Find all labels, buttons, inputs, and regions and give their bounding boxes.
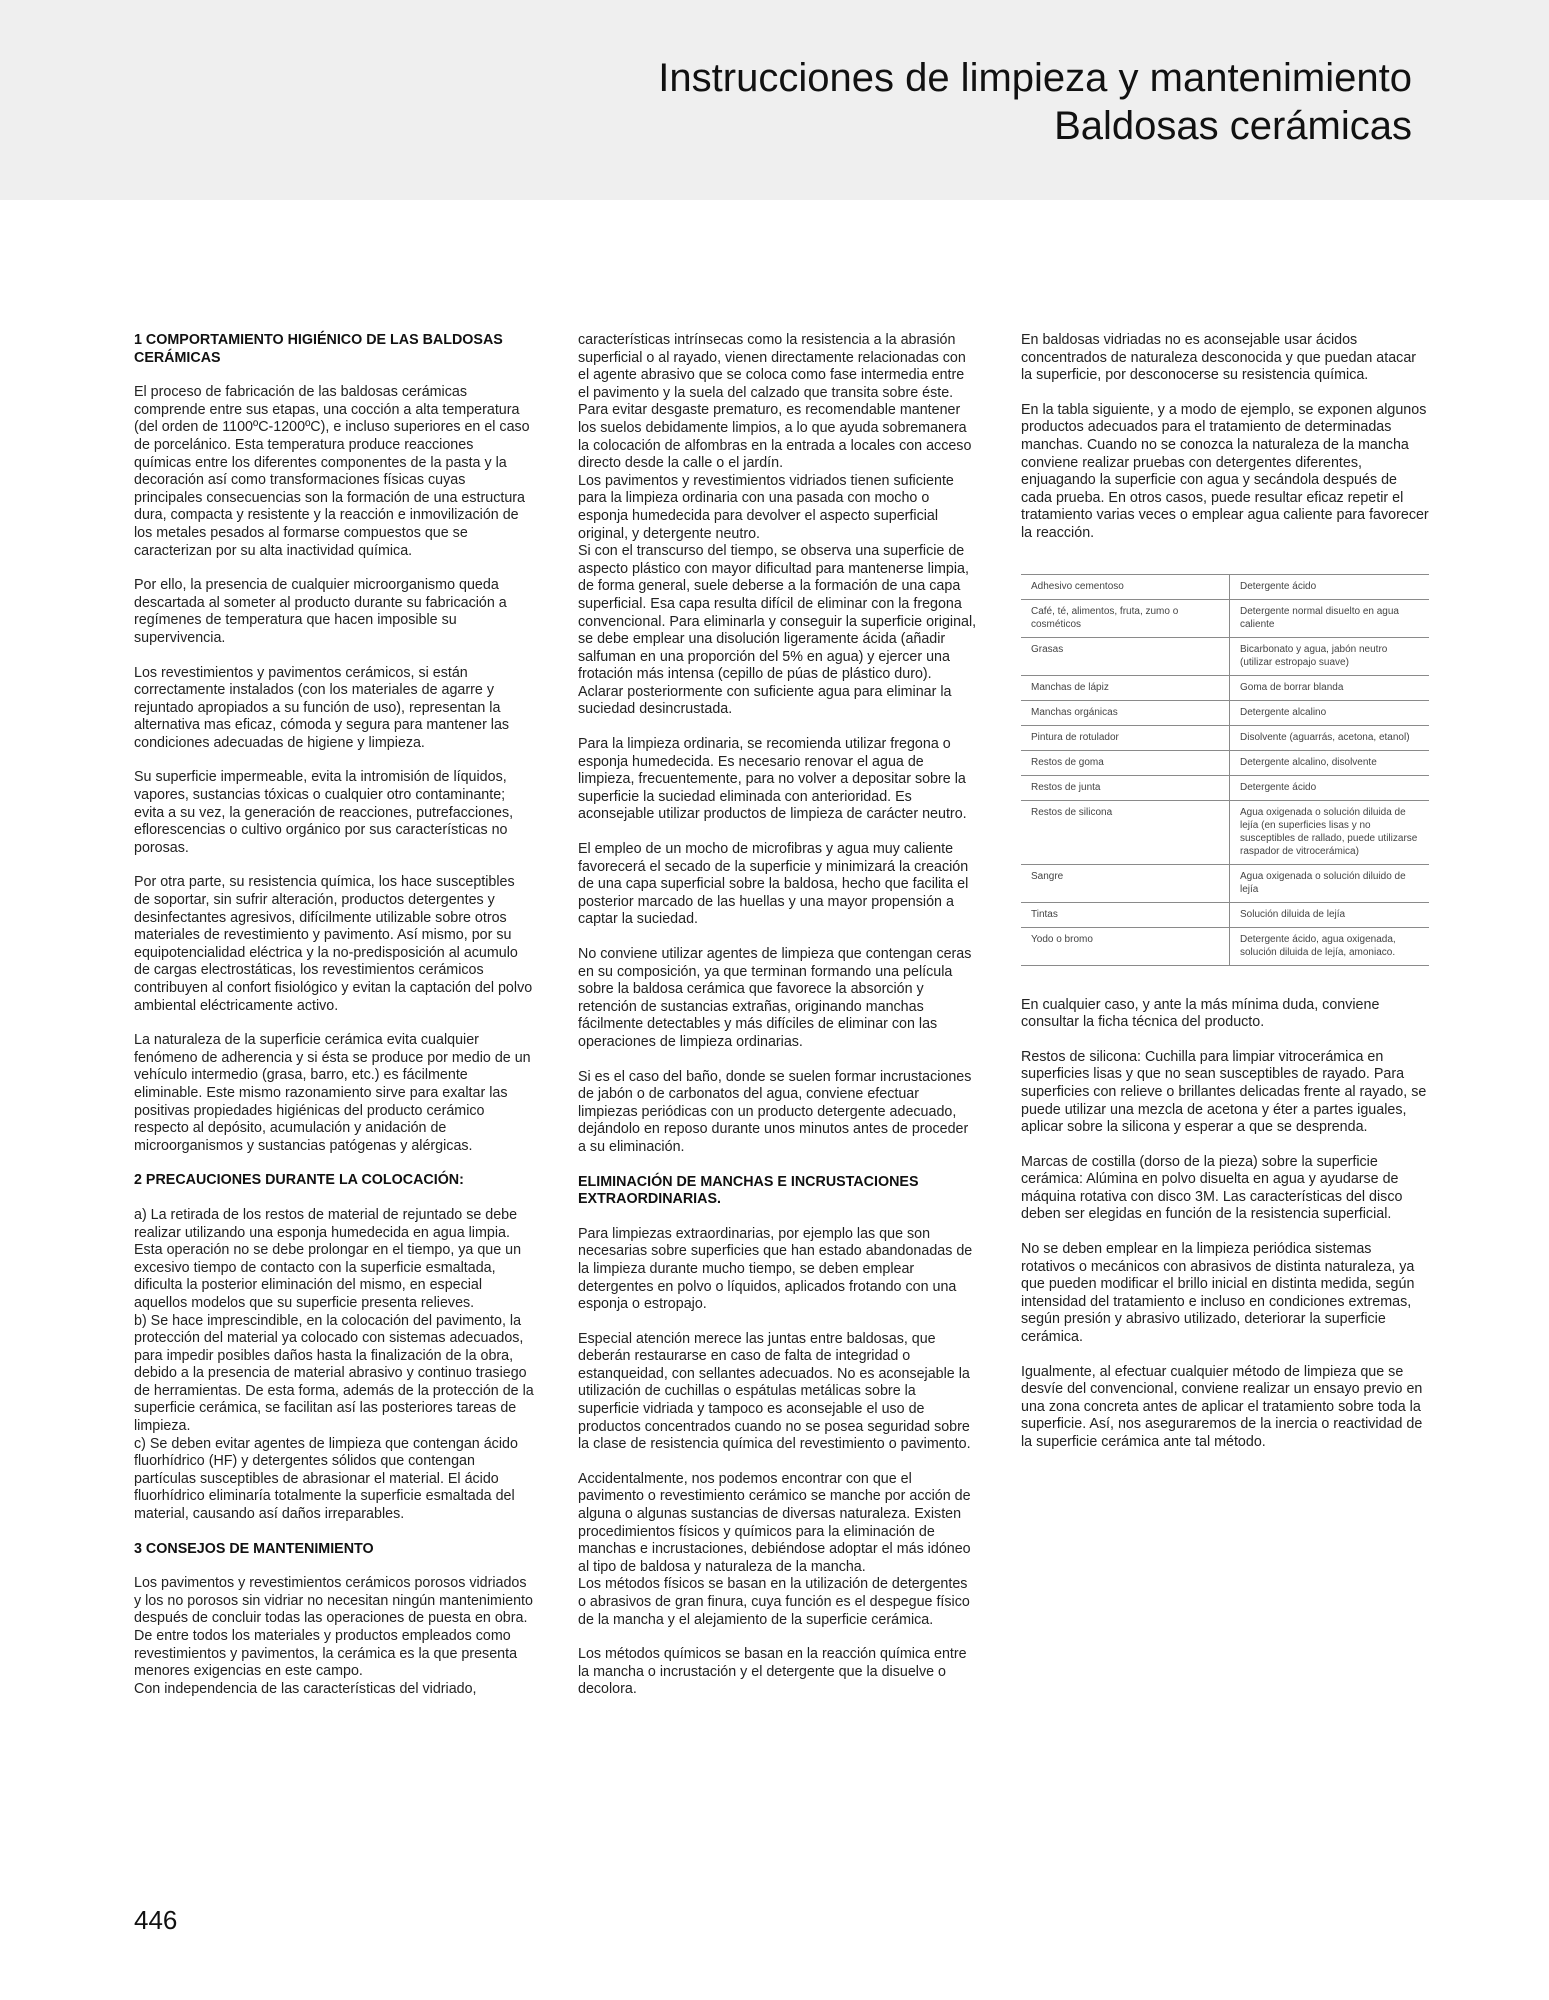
- treatment-product-cell: Detergente alcalino, disolvente: [1230, 750, 1430, 775]
- paragraph: Los revestimientos y pavimentos cerámicos, si están correctamente instalados (con los materiales de agarre y rejuntado apropiados a su función de uso), representan la alternativa mas eficaz, cómoda y segura para mantener las condiciones adecuadas de higiene y limpieza.: [134, 664, 510, 751]
- table-row: [1021, 750, 1429, 775]
- treatment-product-cell: Goma de borrar blanda: [1230, 675, 1430, 700]
- treatment-product-cell: Disolvente (aguarrás, acetona, etanol): [1230, 725, 1430, 750]
- paragraph: Con independencia de las características del vidriado,: [134, 1680, 477, 1697]
- paragraph: Los métodos físicos se basan en la utilización de detergentes o abrasivos de gran finura, cuya función es el despegue físico de la mancha y el alejamiento de la superficie cerámica.: [578, 1576, 970, 1628]
- paragraph: En baldosas vidriadas no es aconsejable usar ácidos concentrados de naturaleza desconocida y que puedan atacar la superficie, por desconocerse su resistencia química.: [1021, 332, 1417, 384]
- paragraph: La naturaleza de la superficie cerámica evita cualquier fenómeno de adherencia y si ésta se produce por medio de un vehículo intermedio (grasa, barro, etc.) es fácilmente eliminable. Este mismo razonamiento sirve para exaltar las positivas propiedades higiénicas del producto cerámico respecto al depósito, acumulación y anidación de microorganismos y sustancias patógenas y alérgicas.: [134, 1032, 531, 1154]
- stain-type-cell: Adhesivo cementoso: [1021, 574, 1230, 599]
- stain-type-cell: Yodo o bromo: [1021, 927, 1230, 965]
- table-row: [1021, 725, 1429, 750]
- treatment-product-cell: Detergente ácido: [1230, 775, 1430, 800]
- table-row: [1021, 599, 1429, 637]
- paragraph: Por ello, la presencia de cualquier microorganismo queda descartada al someter al producto durante su fabricación a regímenes de temperatura que hacen imposible su supervivencia.: [134, 577, 507, 646]
- paragraph: En cualquier caso, y ante la más mínima duda, conviene consultar la ficha técnica del producto.: [1021, 996, 1380, 1031]
- treatment-product-cell: Bicarbonato y agua, jabón neutro (utilizar estropajo suave): [1230, 637, 1430, 675]
- paragraph: Para la limpieza ordinaria, se recomienda utilizar fregona o esponja humedecida. Es necesario renovar el agua de limpieza, frecuentemente, para no volver a depositar sobre la superficie la suciedad eliminada con anterioridad. Es aconsejable utilizar productos de limpieza de carácter neutro.: [578, 736, 967, 823]
- section-heading-2: 2 PRECAUCIONES DURANTE LA COLOCACIÓN:: [134, 1172, 464, 1189]
- paragraph: b) Se hace imprescindible, en la colocación del pavimento, la protección del material ya colocado con sistemas adecuados, para impedir posibles daños hasta la finalización de la obra, debido a la presencia de material abrasivo y continuo trasiego de herramientas. De esta forma, además de la protección de la superficie cerámica, se facilitan así las posteriores tareas de limpieza.: [134, 1312, 534, 1435]
- paragraph: Los métodos químicos se basan en la reacción química entre la mancha o incrustación y el detergente que la disuelve o decolora.: [578, 1646, 967, 1698]
- paragraph: El proceso de fabricación de las baldosas cerámicas comprende entre sus etapas, una cocción a alta temperatura (del orden de 1100ºC-1200ºC), e incluso superiores en el caso de porcelánico. Esta temperatura produce reacciones químicas entre los diferentes componentes de la pasta y la decoración así como transformaciones físicas cuyas principales consecuencias son la formación de una estructura dura, compacta y resistente y la reacción e inmovilización de los metales pesados al formarse compuestos que se caracterizan por su alta inactividad química.: [134, 384, 530, 559]
- treatment-product-cell: Detergente normal disuelto en agua caliente: [1230, 599, 1430, 637]
- header-band: [0, 0, 1549, 200]
- paragraph: c) Se deben evitar agentes de limpieza que contengan ácido fluorhídrico (HF) y detergentes sólidos que contengan partículas susceptibles de abrasionar el material. El ácido fluorhídrico eliminaría totalmente la superficie esmaltada del material, causando así daños irreparables.: [134, 1435, 518, 1523]
- column-1: [134, 332, 534, 1715]
- table-row: [1021, 700, 1429, 725]
- table-row: [1021, 902, 1429, 927]
- paragraph: No conviene utilizar agentes de limpieza que contengan ceras en su composición, ya que terminan formando una película sobre la baldosa cerámica que favorece la absorción y retención de sustancias extrañas, originando manchas fácilmente detectables y más difíciles de eliminar con las operaciones de limpieza ordinarias.: [578, 946, 972, 1050]
- paragraph: Si es el caso del baño, donde se suelen formar incrustaciones de jabón o de carbonatos del agua, conviene efectuar limpiezas periódicas con un producto detergente adecuado, dejándolo en reposo durante unos minutos antes de proceder a su eliminación.: [578, 1068, 972, 1155]
- paragraph: En la tabla siguiente, y a modo de ejemplo, se exponen algunos productos adecuados para el tratamiento de determinadas manchas. Cuando no se conozca la naturaleza de la mancha conviene realizar pruebas con detergentes diferentes, enjuagando la superficie con agua y secándola después de cada prueba. En otros casos, puede resultar eficaz repetir el tratamiento varias veces o emplear agua caliente para favorecer la reacción.: [1021, 401, 1429, 541]
- paragraph: No se deben emplear en la limpieza periódica sistemas rotativos o mecánicos con abrasivos de distinta naturaleza, ya que pueden modificar el brillo inicial en distinta medida, según intensidad del tratamiento e incluso en condiciones extremas, según presión y abrasivo utilizado, deteriorar la superficie cerámica.: [1021, 1241, 1415, 1346]
- treatment-product-cell: Detergente ácido: [1230, 574, 1430, 599]
- paragraph: Para limpiezas extraordinarias, por ejemplo las que son necesarias sobre superficies que han estado abandonadas de la limpieza durante mucho tiempo, se deben emplear detergentes en polvo o líquidos, aplicados frotando con una esponja o estropajo.: [578, 1225, 973, 1313]
- paragraph: características intrínsecas como la resistencia a la abrasión superficial o al rayado, vienen directamente relacionadas con el agente abrasivo que se coloca como fase intermedia entre el pavimento y la suela del calzado que transita sobre éste. Para evitar desgaste prematuro, es recomendable mantener los suelos debidamente limpios, a lo que ayuda sobremanera la colocación de alfombras en la entrada a locales con acceso directo desde la calle o el jardín.: [578, 332, 972, 472]
- paragraph: El empleo de un mocho de microfibras y agua muy caliente favorecerá el secado de la superficie y minimizará la creación de una capa superficial sobre la baldosa, hecho que facilita el posterior marcado de las huellas y una mayor propensión a captar la suciedad.: [578, 841, 969, 928]
- paragraph: Igualmente, al efectuar cualquier método de limpieza que se desvíe del convencional, conviene realizar un ensayo previo en una zona concreta antes de aplicar el tratamiento sobre toda la superficie. Así, nos aseguraremos de la inercia o reactividad de la superficie cerámica ante tal método.: [1021, 1363, 1423, 1450]
- section-heading-1: 1 COMPORTAMIENTO HIGIÉNICO DE LAS BALDOSAS CERÁMICAS: [134, 332, 503, 366]
- column-3: [1021, 332, 1429, 1469]
- paragraph: Los pavimentos y revestimientos cerámicos porosos vidriados y los no porosos sin vidriar no necesitan ningún mantenimiento después de concluir todas las operaciones de puesta en obra. De entre todos los materiales y productos empleados como revestimientos y pavimentos, la cerámica es la que presenta menores exigencias en este campo.: [134, 1575, 533, 1680]
- stain-type-cell: Sangre: [1021, 864, 1230, 902]
- table-row: [1021, 637, 1429, 675]
- paragraph: a) La retirada de los restos de material de rejuntado se debe realizar utilizando una esponja humedecida en agua limpia. Esta operación no se debe prolongar en el tiempo, ya que un excesivo tiempo de contacto con la superficie esmaltada, dificulta la posterior eliminación del mismo, en especial aquellos modelos que su superficie presenta relieves.: [134, 1206, 522, 1311]
- stain-type-cell: Grasas: [1021, 637, 1230, 675]
- stain-type-cell: Pintura de rotulador: [1021, 725, 1230, 750]
- section-heading-stains: ELIMINACIÓN DE MANCHAS E INCRUSTACIONES EXTRAORDINARIAS.: [578, 1173, 919, 1208]
- paragraph: Si con el transcurso del tiempo, se observa una superficie de aspecto plástico con mayor dificultad para mantenerse limpia, de forma general, suele deberse a la formación de una capa superficial. Esa capa resulta difícil de eliminar con la fregona convencional. Para eliminarla y conseguir la superficie original, se debe emplear una disolución ligeramente ácida (añadir salfuman en una proporción del 5% en agua) y ejercer una frotación más intensa (cepillo de púas de plástico duro). Aclarar posteriormente con suficiente agua para eliminar la suciedad desincrustada.: [578, 543, 977, 718]
- stain-type-cell: Restos de goma: [1021, 750, 1230, 775]
- paragraph: Por otra parte, su resistencia química, los hace susceptibles de soportar, sin sufrir alteración, productos detergentes y desinfectantes agresivos, difícilmente utilizable sobre otros materiales de revestimiento y pavimento. Así mismo, por su equipotencialidad eléctrica y la no-predisposición al acumulo de cargas electrostáticas, los revestimientos cerámicos contribuyen al confort fisiológico y evitan la captación del polvo ambiental eléctricamente activo.: [134, 874, 533, 1014]
- table-row: [1021, 775, 1429, 800]
- table-row: [1021, 574, 1429, 599]
- table-row: [1021, 864, 1429, 902]
- table-row: [1021, 800, 1429, 864]
- stain-type-cell: Restos de junta: [1021, 775, 1230, 800]
- paragraph: Los pavimentos y revestimientos vidriados tienen suficiente para la limpieza ordinaria con una pasada con mocho o esponja humedecida para devolver el aspecto superficial original, y detergente neutro.: [578, 472, 954, 542]
- treatment-product-cell: Solución diluida de lejía: [1230, 902, 1430, 927]
- treatment-product-cell: Detergente ácido, agua oxigenada, solución diluida de lejía, amoniaco.: [1230, 927, 1430, 965]
- page-number: 446: [134, 1905, 178, 1935]
- paragraph: Restos de silicona: Cuchilla para limpiar vitrocerámica en superficies lisas y que no sean susceptibles de rayado. Para superficies con relieve o brillantes delicadas frente al rayado, se puede utilizar una mezcla de acetona y éter a partes iguales, aplicar sobre la silicona y esperar a que se desprenda.: [1021, 1048, 1427, 1136]
- stain-type-cell: Manchas orgánicas: [1021, 700, 1230, 725]
- stain-treatment-table: [1021, 574, 1429, 966]
- treatment-product-cell: Agua oxigenada o solución diluida de lejía (en superficies lisas y no susceptibles de rallado, puede utilizarse raspador de vitrocerámica): [1230, 800, 1430, 864]
- stain-type-cell: Café, té, alimentos, fruta, zumo o cosméticos: [1021, 599, 1230, 637]
- treatment-product-cell: Detergente alcalino: [1230, 700, 1430, 725]
- stain-type-cell: Tintas: [1021, 902, 1230, 927]
- page-subtitle: Baldosas cerámicas: [1054, 104, 1412, 148]
- paragraph: Especial atención merece las juntas entre baldosas, que deberán restaurarse en caso de falta de integridad o estanqueidad, con sellantes adecuados. No es aconsejable la utilización de cuchillas o espátulas metálicas sobre la superficie vidriada y tampoco es aconsejable el uso de productos concentrados cuando no se posea seguridad sobre la clase de resistencia química del revestimiento o pavimento.: [578, 1330, 971, 1453]
- table-row: [1021, 927, 1429, 965]
- table-row: [1021, 675, 1429, 700]
- treatment-product-cell: Agua oxigenada o solución diluido de lejía: [1230, 864, 1430, 902]
- paragraph: Marcas de costilla (dorso de la pieza) sobre la superficie cerámica: Alúmina en polvo disuelta en agua y ayudarse de máquina rotativa con disco 3M. Las características del disco deben ser elegidas en función de la resistencia superficial.: [1021, 1153, 1403, 1223]
- page-title: Instrucciones de limpieza y mantenimiento: [658, 56, 1412, 100]
- paragraph: Su superficie impermeable, evita la intromisión de líquidos, vapores, sustancias tóxicas o cualquier otro contaminante; evita a su vez, la generación de reacciones, putrefacciones, eflorescencias o cultivo orgánico por sus características no porosas.: [134, 769, 514, 856]
- paragraph: Accidentalmente, nos podemos encontrar con que el pavimento o revestimiento cerámico se manche por acción de alguna o algunas sustancias de diversas naturaleza. Existen procedimientos físicos y químicos para la eliminación de manchas e incrustaciones, debiéndose adoptar el más idóneo al tipo de baldosa y naturaleza de la mancha.: [578, 1470, 971, 1575]
- stain-type-cell: Manchas de lápiz: [1021, 675, 1230, 700]
- section-heading-3: 3 CONSEJOS DE MANTENIMIENTO: [134, 1540, 374, 1557]
- stain-type-cell: Restos de silicona: [1021, 800, 1230, 864]
- column-2: [578, 332, 978, 1716]
